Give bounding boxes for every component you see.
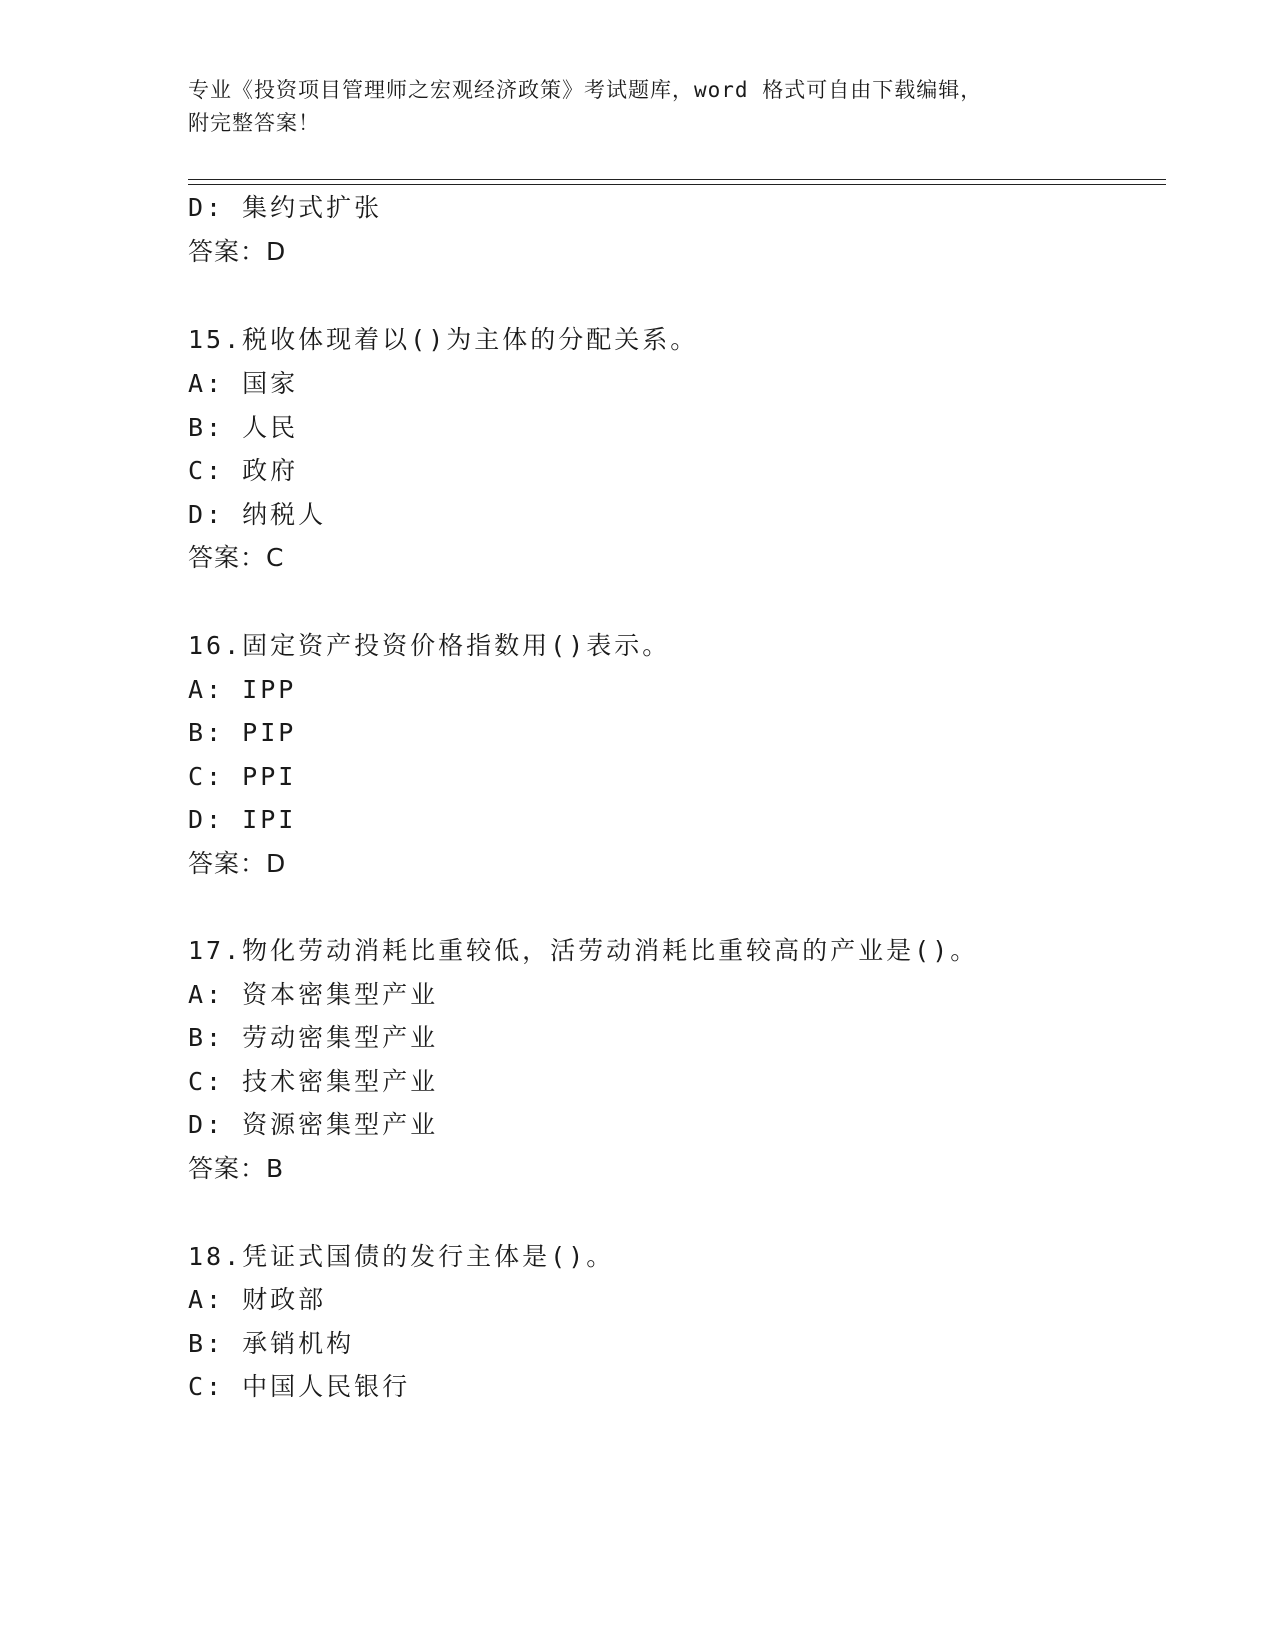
q18-stem: 18.凭证式国债的发行主体是()。 [188, 1242, 615, 1271]
q17-option-d: D: 资源密集型产业 [188, 1110, 439, 1139]
q16-answer: 答案：D [188, 849, 287, 878]
header-line-2: 附完整答案！ [188, 111, 320, 135]
header-line-1: 专业《投资项目管理师之宏观经济政策》考试题库，word 格式可自由下载编辑， [188, 78, 983, 102]
q17-option-c: C: 技术密集型产业 [188, 1067, 439, 1096]
document-header [188, 74, 1088, 140]
q15-stem: 15.税收体现着以()为主体的分配关系。 [188, 325, 699, 354]
q14-option-d: D: 集约式扩张 [188, 193, 383, 222]
q16-option-a: A: IPP [188, 675, 297, 704]
q14-answer: 答案：D [188, 237, 287, 266]
q15-option-b: B: 人民 [188, 413, 299, 442]
q18-option-b: B: 承销机构 [188, 1329, 355, 1358]
q16-option-b: B: PIP [188, 718, 297, 747]
q15-option-c: C: 政府 [188, 456, 299, 485]
header-divider-top [188, 179, 1166, 180]
q17-answer: 答案：B [188, 1154, 285, 1183]
q16-option-d: D: IPI [188, 805, 297, 834]
q18-option-a: A: 财政部 [188, 1285, 327, 1314]
q17-stem: 17.物化劳动消耗比重较低，活劳动消耗比重较高的产业是()。 [188, 936, 979, 965]
header-divider-bottom [188, 184, 1166, 185]
q15-option-d: D: 纳税人 [188, 500, 327, 529]
q15-answer: 答案：C [188, 543, 285, 572]
q16-stem: 16.固定资产投资价格指数用()表示。 [188, 631, 671, 660]
q18-option-c: C: 中国人民银行 [188, 1372, 411, 1401]
q17-option-a: A: 资本密集型产业 [188, 980, 439, 1009]
q17-option-b: B: 劳动密集型产业 [188, 1023, 439, 1052]
q15-option-a: A: 国家 [188, 369, 299, 398]
q16-option-c: C: PPI [188, 762, 297, 791]
